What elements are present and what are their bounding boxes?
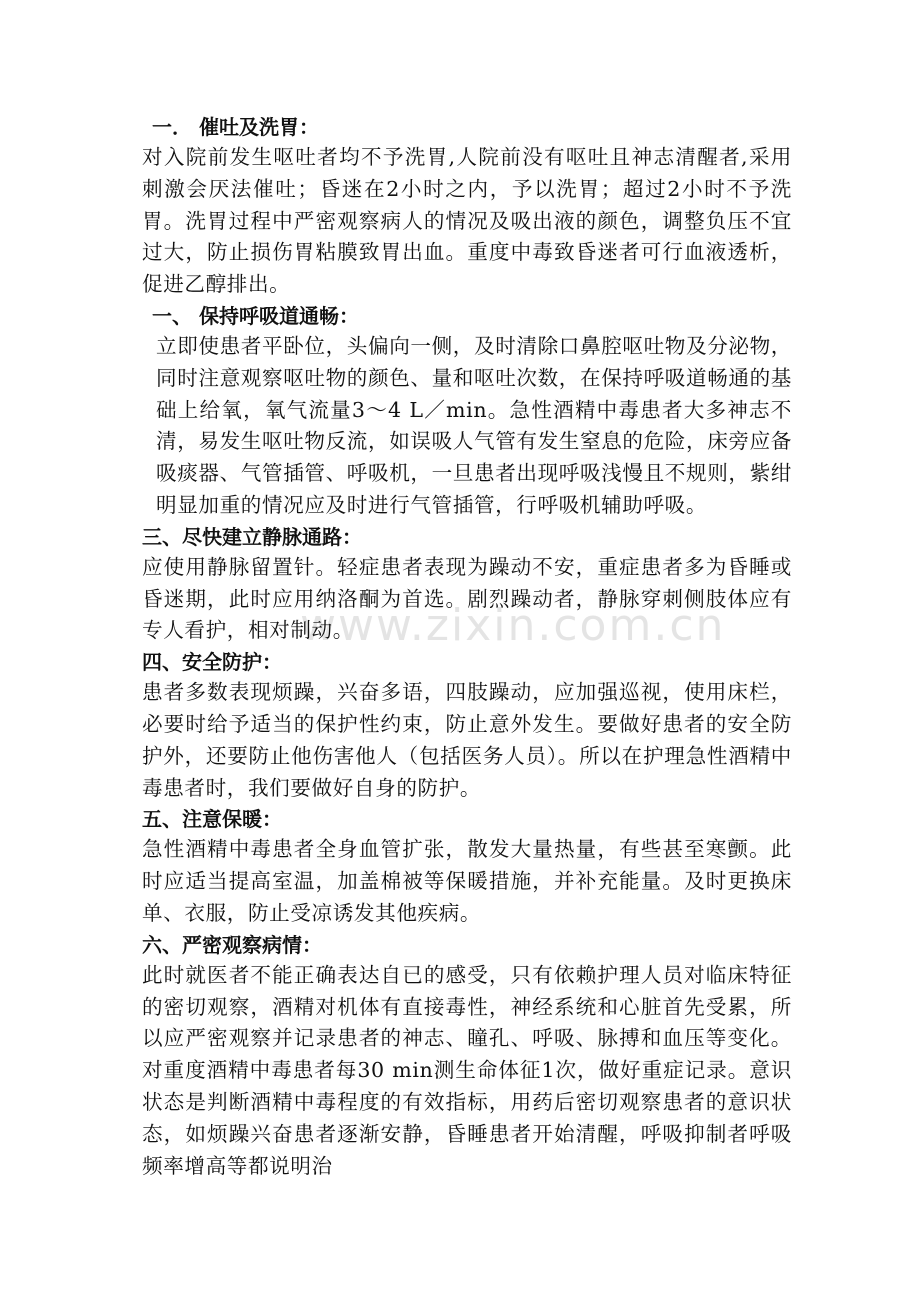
section-paragraph-safety: 患者多数表现烦躁，兴奋多语，四肢躁动，应加强巡视，使用床栏，必要时给予适当的保护性约束，防止意外发生。要做好患者的安全防护外，还要防止他伤害他人（包括医务人员）。所以在护理急性酒精中毒患者时，我们要做好自身的防护。 <box>142 680 792 800</box>
section-paragraph-airway: 立即使患者平卧位，头偏向一侧，及时清除口鼻腔呕吐物及分泌物，同时注意观察呕吐物的颜色、量和呕吐次数，在保持呼吸道畅通的基础上给氧，氧气流量3～4 L／min。急性酒精中毒患者大多神志不清，易发生呕吐物反流，如误吸人气管有发生窒息的危险，床旁应备吸痰器、气管插管、呼吸机，一旦患者出现呼吸浅慢且不规则，紫绀明显加重的情况应及时进行气管插管，行呼吸机辅助呼吸。 <box>156 333 792 517</box>
document-body <box>142 112 792 1182</box>
section-paragraph-warmth: 急性酒精中毒患者全身血管扩张，散发大量热量，有些甚至寒颤。此时应适当提高室温，加盖棉被等保暖措施，并补充能量。及时更换床单、衣服，防止受凉诱发其他疾病。 <box>142 837 792 925</box>
section-paragraph-observation: 此时就医者不能正确表达自已的感受，只有依赖护理人员对临床特征的密切观察，酒精对机体有直接毒性，神经系统和心脏首先受累，所以应严密观察并记录患者的神志、瞳孔、呼吸、脉搏和血压等变化。对重度酒精中毒患者每30 min测生命体征1次，做好重症记录。意识状态是判断酒精中毒程度的有效指标，用药后密切观察患者的意识状态，如烦躁兴奋患者逐渐安静，昏睡患者开始清醒，呼吸抑制者呼吸频率增高等都说明治 <box>142 962 792 1178</box>
section-heading-warmth: 五、注意保暖： <box>142 807 282 832</box>
section-heading-airway: 一、 保持呼吸道通畅： <box>152 303 359 328</box>
section-heading-safety: 四、安全防护： <box>142 650 282 675</box>
section-heading-gastric-lavage: 一． 催吐及洗胃： <box>152 115 319 139</box>
section-heading-venous-access: 三、尽快建立静脉通路： <box>142 524 362 549</box>
section-heading-observation: 六、严密观察病情： <box>142 932 322 957</box>
section-paragraph-venous-access: 应使用静脉留置针。轻症患者表现为躁动不安，重症患者多为昏睡或昏迷期，此时应用纳洛酮为首选。剧烈躁动者，静脉穿刺侧肢体应有专人看护，相对制动。 <box>142 554 792 643</box>
watermark: www.zixin.com.cn <box>300 600 726 651</box>
section-paragraph-gastric-lavage: 对入院前发生呕吐者均不予洗胃,人院前没有呕吐且神志清醒者,采用刺激会厌法催吐；昏迷在2小时之内，予以洗胃；超过2小时不予洗胃。洗胃过程中严密观察病人的情况及吸出液的颜色，调整负压不宜过大，防止损伤胃粘膜致胃出血。重度中毒致昏迷者可行血液透析，促进乙醇排出。 <box>142 145 792 297</box>
